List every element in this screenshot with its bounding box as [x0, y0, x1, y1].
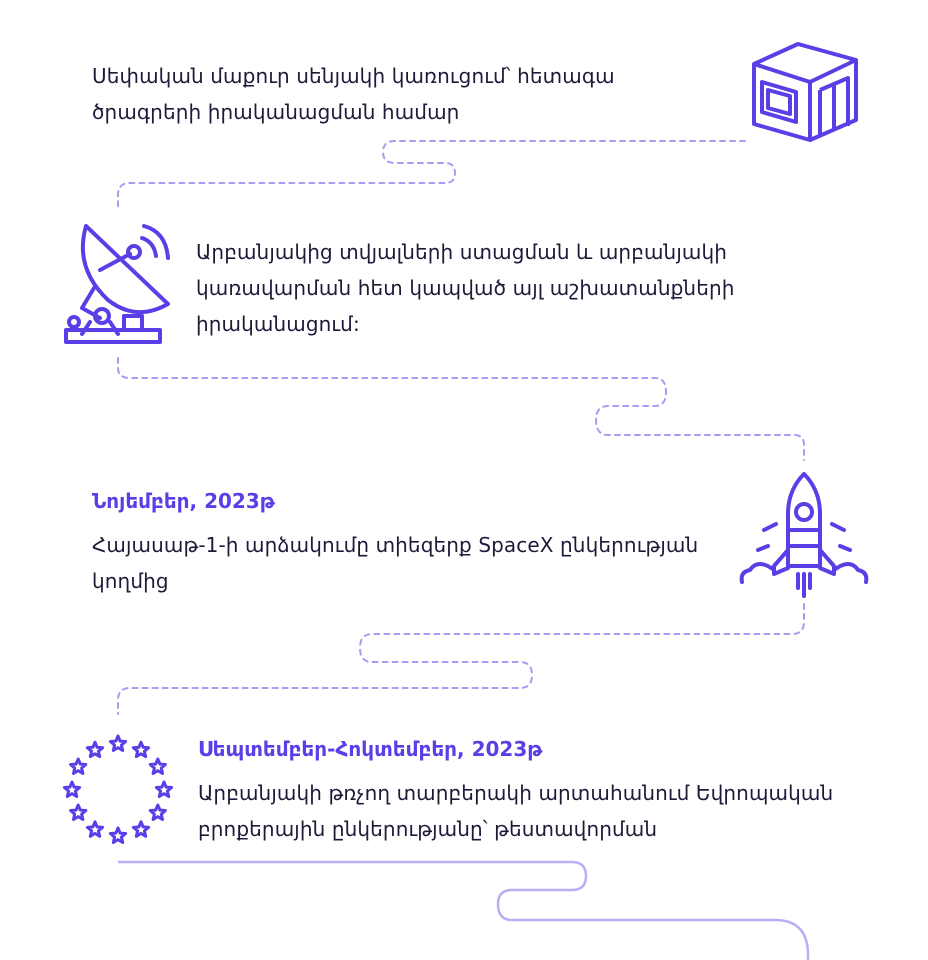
item-4-line-2: բրոքերային ընկերությանը՝ թեստավորման — [198, 817, 658, 841]
item-2-line-2: կառավարման հետ կապված այլ աշխատանքների — [196, 276, 735, 300]
dashed-connector-1 — [118, 141, 745, 210]
dashed-connector-2 — [118, 358, 804, 460]
star-icon — [133, 742, 148, 756]
star-icon — [110, 736, 125, 751]
star-icon — [71, 759, 86, 774]
item-3-line-1: Հայասաթ-1-ի արձակումը տիեզերք SpaceX ընկերության — [92, 533, 699, 557]
star-icon — [87, 742, 102, 756]
item-1-line-1: Սեփական մաքուր սենյակի կառուցում՝ հետագա — [92, 64, 615, 88]
star-icon — [150, 805, 165, 820]
star-icon — [87, 822, 102, 837]
item-4-description — [198, 775, 878, 847]
item-1-description — [92, 58, 712, 130]
star-icon — [64, 782, 79, 797]
item-4-line-1: Արբանյակի թռչող տարբերակի արտահանում Եվրոպական — [198, 781, 834, 805]
star-icon — [71, 805, 86, 820]
eu-stars-icon — [58, 732, 178, 848]
star-icon — [156, 782, 171, 797]
star-icon — [150, 759, 165, 774]
solid-connector — [118, 862, 808, 960]
satellite-dish-icon — [60, 218, 172, 348]
item-2-line-1: Արբանյակից տվյալների ստացման և արբանյակի — [196, 240, 728, 264]
star-icon — [110, 828, 125, 843]
item-2-line-3: իրականացում: — [196, 312, 360, 336]
item-3-description — [92, 527, 742, 599]
star-icon — [133, 822, 148, 837]
dashed-connector-3 — [118, 604, 804, 714]
item-3-line-2: կողմից — [92, 569, 169, 593]
rocket-icon — [738, 470, 870, 600]
item-2-description — [196, 234, 836, 342]
clean-room-box-icon — [748, 38, 864, 150]
item-4-date: Սեպտեմբեր-Հոկտեմբեր, 2023թ — [198, 737, 543, 761]
item-3-date: Նոյեմբեր, 2023թ — [92, 489, 275, 513]
item-1-line-2: ծրագրերի իրականացման համար — [92, 100, 460, 124]
